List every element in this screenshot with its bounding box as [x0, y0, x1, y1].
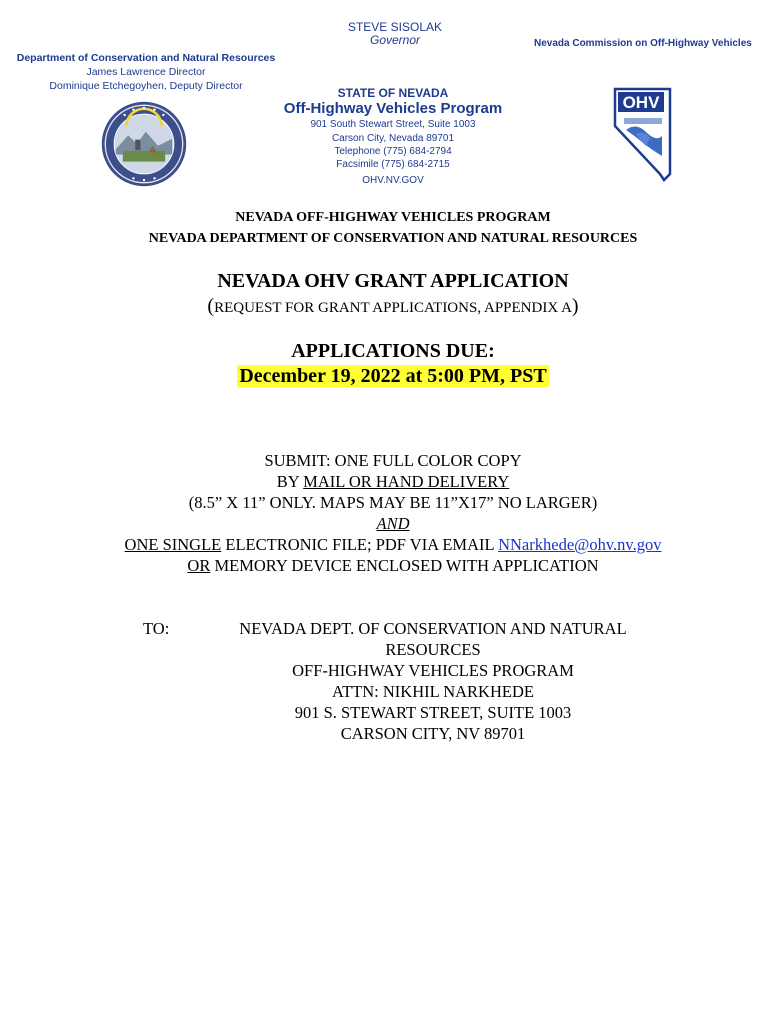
submit-instruction-6	[0, 556, 770, 576]
address-facsimile: Facsimile (775) 684-2715	[336, 159, 450, 170]
subtitle-open-paren: (	[207, 295, 215, 317]
recipient-line-6: CARSON CITY, NV 89701	[340, 724, 526, 743]
state-label: STATE OF NEVADA	[337, 86, 449, 100]
recipient-line-2: RESOURCES	[385, 640, 481, 659]
program-heading: NEVADA OFF-HIGHWAY VEHICLES PROGRAM	[235, 210, 551, 225]
due-date-row	[0, 365, 770, 388]
address-city: Carson City, Nevada 89701	[331, 133, 455, 144]
department-heading: NEVADA DEPARTMENT OF CONSERVATION AND NATURAL RESOURCES	[148, 231, 638, 246]
subtitle-text: REQUEST FOR GRANT APPLICATIONS, APPENDIX A	[214, 300, 572, 316]
recipient-label: TO:	[143, 619, 170, 638]
email-link[interactable]: NNarkhede@ohv.nv.gov	[498, 535, 662, 554]
nevada-state-seal-icon	[100, 100, 188, 188]
governor-name: STEVE SISOLAK	[347, 20, 443, 34]
commission-name: Nevada Commission on Off-Highway Vehicles	[534, 38, 752, 49]
address-telephone: Telephone (775) 684-2794	[334, 146, 452, 157]
due-date-highlight: December 19, 2022 at 5:00 PM, PST	[239, 365, 547, 387]
recipient-line-3: OFF-HIGHWAY VEHICLES PROGRAM	[292, 661, 574, 680]
program-label: Off-Highway Vehicles Program	[283, 100, 503, 117]
governor-title: Governor	[369, 33, 421, 47]
recipient-line-4: ATTN: NIKHIL NARKHEDE	[332, 682, 534, 701]
ohv-logo-icon	[612, 86, 674, 182]
submit-instruction-1: SUBMIT: ONE FULL COLOR COPY	[264, 451, 522, 470]
recipient-line-1: NEVADA DEPT. OF CONSERVATION AND NATURAL	[239, 619, 627, 638]
submit-one-single: ONE SINGLE	[124, 535, 222, 554]
recipient-line-5: 901 S. STEWART STREET, SUITE 1003	[294, 703, 572, 722]
submit-instruction-2	[0, 472, 770, 492]
submit-or-text: OR	[187, 556, 211, 575]
department-director: James Lawrence Director	[86, 66, 206, 78]
subtitle-close-paren: )	[571, 295, 579, 317]
submit-and-text: AND	[376, 514, 410, 533]
application-title: NEVADA OHV GRANT APPLICATION	[217, 270, 569, 292]
submit-electronic-text: ELECTRONIC FILE; PDF VIA EMAIL	[221, 535, 499, 554]
application-subtitle	[0, 295, 770, 318]
submit-mail-hand-delivery: MAIL OR HAND DELIVERY	[303, 472, 510, 491]
due-label: APPLICATIONS DUE:	[291, 340, 495, 362]
submit-instruction-3: (8.5” X 11” ONLY. MAPS MAY BE 11”X17” NO LARGER)	[188, 493, 598, 512]
submit-memory-device-text: MEMORY DEVICE ENCLOSED WITH APPLICATION	[210, 556, 599, 575]
ohv-logo-text: OHV	[622, 93, 660, 112]
submit-instruction-5	[0, 535, 770, 555]
submit-instruction-and	[0, 514, 770, 534]
department-name: Department of Conservation and Natural Resources	[16, 52, 276, 64]
submit-by-text: BY	[276, 472, 304, 491]
address-street: 901 South Stewart Street, Suite 1003	[310, 119, 476, 130]
address-website: OHV.NV.GOV	[362, 175, 424, 186]
department-deputy-director: Dominique Etchegoyhen, Deputy Director	[49, 80, 243, 92]
